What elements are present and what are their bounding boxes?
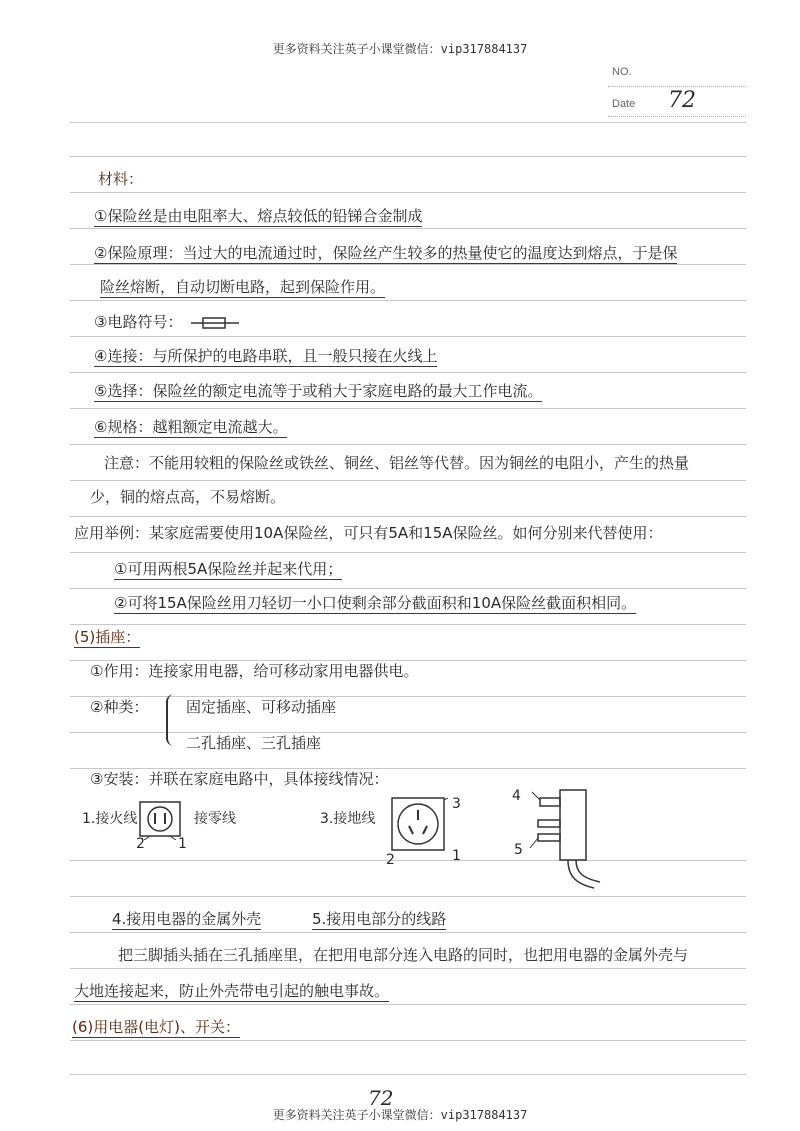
- ruled-line: [70, 300, 746, 301]
- ruled-line: [70, 480, 746, 481]
- socket-installation: ③安装：并联在家庭电路中，具体接线情况：: [90, 770, 389, 788]
- date-value: 72: [668, 88, 696, 113]
- section-appliance-switch-heading: (6)用电器(电灯)、开关：: [72, 1018, 240, 1036]
- three-pin-plug-icon: [524, 784, 604, 890]
- plug-num-5: 5: [514, 842, 523, 858]
- ruled-line: [70, 968, 746, 969]
- ruled-line: [70, 516, 746, 517]
- note-line-1: 注意：不能用较粗的保险丝或铁丝、铜丝、铝丝等代替。因为铜丝的电阻小，产生的热量: [104, 454, 690, 472]
- ruled-line: [70, 192, 746, 193]
- wiring-note-5: 5.接用电部分的线路: [312, 910, 447, 928]
- circuit-symbol-label: ③电路符号：: [94, 313, 183, 331]
- footer-page-number: 72: [368, 1086, 394, 1110]
- three-hole-socket-icon: [390, 796, 448, 854]
- socket-type-1: 固定插座、可移动插座: [186, 698, 337, 716]
- two-hole-socket-icon: [138, 800, 186, 840]
- example-answer-2: ②可将15A保险丝用刀轻切一小口使剩余部分截面积和10A保险丝截面积相同。: [114, 594, 637, 612]
- selection-point: ⑤选择：保险丝的额定电流等于或稍大于家庭电路的最大工作电流。: [94, 382, 543, 400]
- section-socket-heading: (5)插座：: [74, 628, 141, 646]
- socket-type-2: 二孔插座、三孔插座: [186, 734, 322, 752]
- ruled-line: [70, 860, 746, 861]
- date-label: Date: [612, 98, 636, 110]
- header-dotted-rule: [608, 116, 746, 117]
- specification-point: ⑥规格：越粗额定电流越大。: [94, 418, 288, 436]
- ruled-line: [70, 444, 746, 445]
- figure-3-label: 3.接地线: [320, 811, 376, 827]
- figure-3-num-2: 2: [386, 852, 395, 868]
- watermark-top: 更多资料关注英子小课堂微信：vip317884137: [272, 42, 528, 56]
- example-answer-1: ①可用两根5A保险丝并起来代用；: [114, 560, 343, 578]
- ruled-line: [70, 408, 746, 409]
- ruled-line: [70, 588, 746, 589]
- connection-point: ④连接：与所保护的电路串联，且一般只接在火线上: [94, 347, 438, 365]
- fuse-principle-line-1: ②保险原理：当过大的电流通过时，保险丝产生较多的热量使它的温度达到熔点，于是保: [94, 244, 678, 262]
- fuse-principle-line-2: 险丝熔断，自动切断电路，起到保险作用。: [100, 278, 386, 296]
- types-brace: [166, 694, 178, 746]
- ruled-line: [70, 1040, 746, 1041]
- ruled-line: [70, 1004, 746, 1005]
- materials-heading: 材料：: [98, 170, 144, 188]
- page-number-label: NO.: [612, 66, 632, 78]
- fuse-symbol-icon: [191, 316, 239, 330]
- figure-1-label: 1.接火线: [82, 811, 138, 827]
- plug-num-4: 4: [512, 788, 521, 804]
- ruled-line: [70, 932, 746, 933]
- header-dotted-rule: [608, 86, 746, 87]
- note-line-2: 少，铜的熔点高，不易熔断。: [90, 488, 286, 506]
- ruled-line: [70, 264, 746, 265]
- watermark-bottom: 更多资料关注英子小课堂微信：vip317884137: [272, 1108, 528, 1122]
- ruled-line: [70, 122, 746, 123]
- ruled-line: [70, 336, 746, 337]
- figure-1-num-1: 1: [178, 836, 187, 852]
- ruled-line: [70, 896, 746, 897]
- wiring-note-4: 4.接用电器的金属外壳: [112, 910, 262, 928]
- ruled-line: [70, 156, 746, 157]
- figure-3-num-1: 1: [452, 848, 461, 864]
- plug-explanation-line-1: 把三脚插头插在三孔插座里，在把用电部分连入电路的同时，也把用电器的金属外壳与: [118, 946, 689, 964]
- figure-1-num-2: 2: [136, 836, 145, 852]
- figure-1-right-label: 接零线: [194, 811, 236, 827]
- figure-3-num-3: 3: [452, 796, 461, 812]
- material-point-1: ①保险丝是由电阻率大、熔点较低的铅锑合金制成: [94, 207, 423, 225]
- socket-function: ①作用：连接家用电器，给可移动家用电器供电。: [90, 662, 419, 680]
- socket-types-label: ②种类：: [90, 698, 149, 716]
- example-line: 应用举例：某家庭需要使用10A保险丝，可只有5A和15A保险丝。如何分别来代替使用：: [74, 524, 663, 542]
- ruled-line: [70, 228, 746, 229]
- ruled-line: [70, 372, 746, 373]
- ruled-line: [70, 624, 746, 625]
- plug-explanation-line-2: 大地连接起来，防止外壳带电引起的触电事故。: [74, 982, 390, 1000]
- ruled-line: [70, 552, 746, 553]
- ruled-line: [70, 1074, 746, 1075]
